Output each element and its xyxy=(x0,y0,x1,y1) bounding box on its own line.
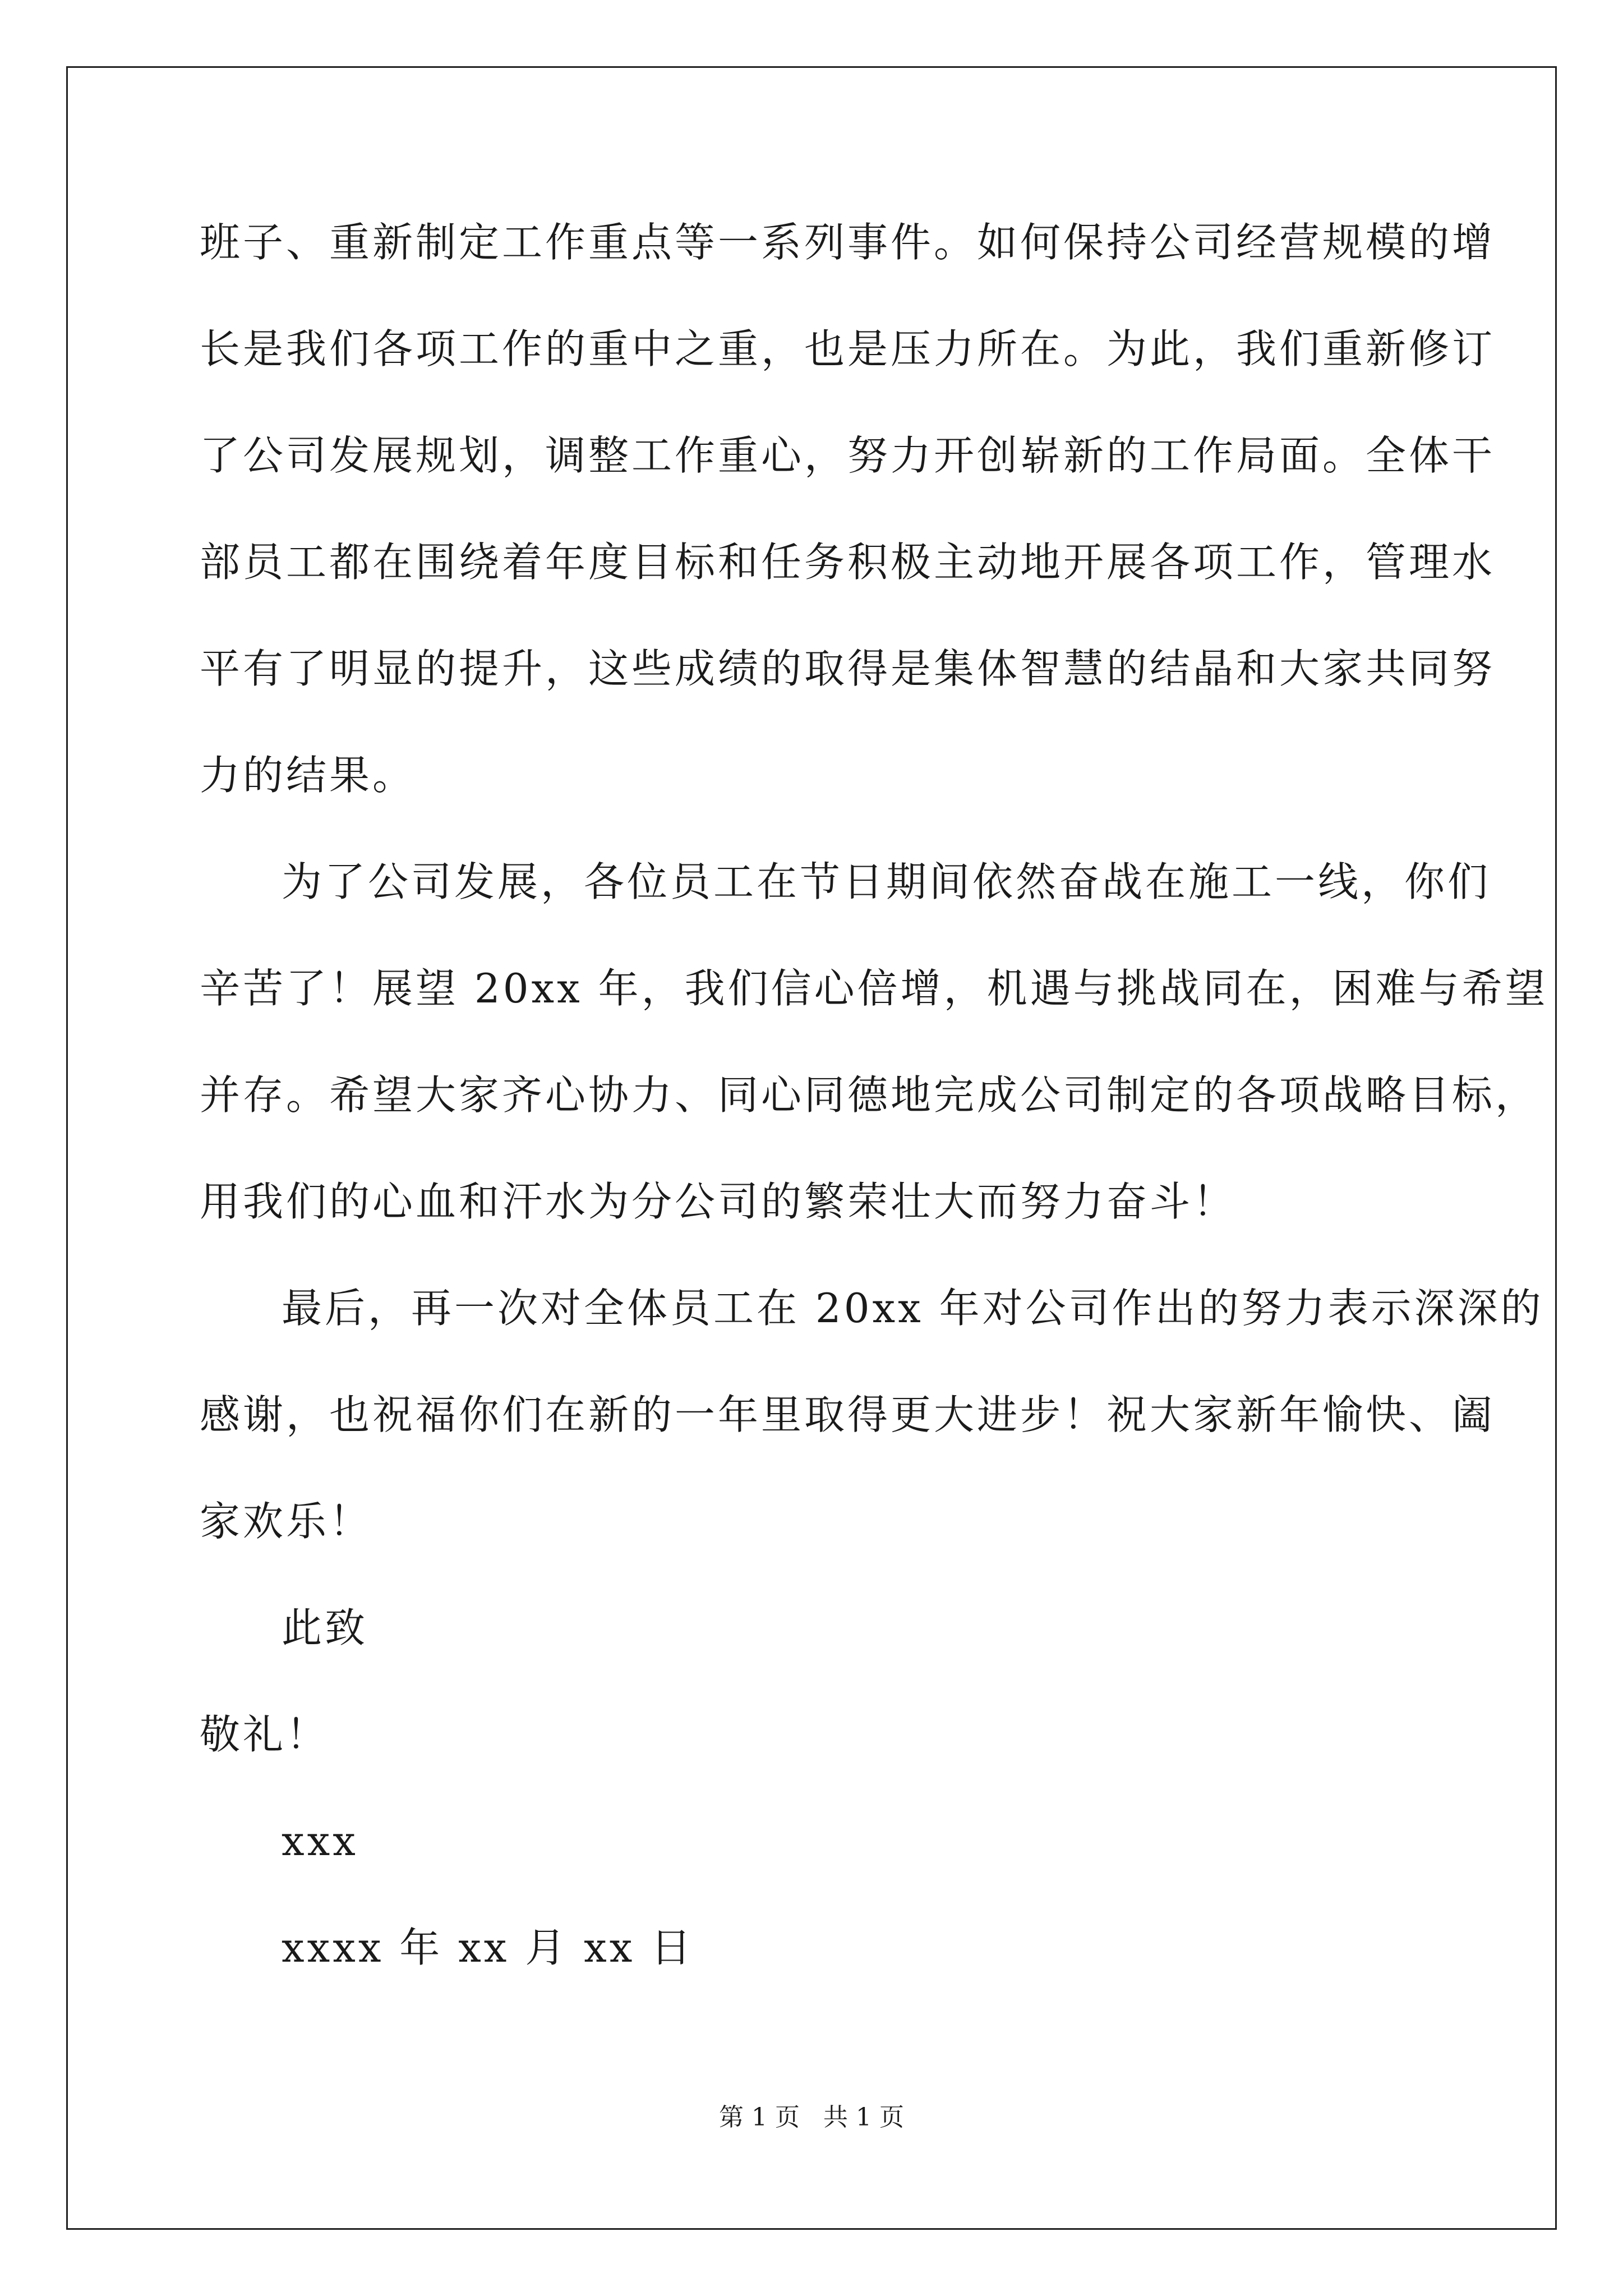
text-line: 并存。希望大家齐心协力、同心同德地完成公司制定的各项战略目标， xyxy=(200,1071,1539,1119)
page-border xyxy=(66,66,1557,2230)
text-line: 力的结果。 xyxy=(200,752,416,799)
text-line: 了公司发展规划，调整工作重心，努力开创崭新的工作局面。全体干 xyxy=(200,432,1496,479)
text-line: 最后，再一次对全体员工在 20xx 年对公司作出的努力表示深深的 xyxy=(282,1285,1544,1332)
text-line: 辛苦了！展望 20xx 年，我们信心倍增，机遇与挑战同在，困难与希望 xyxy=(200,965,1548,1012)
text-line: 为了公司发展，各位员工在节日期间依然奋战在施工一线，你们 xyxy=(282,858,1491,905)
page-footer: 第 1 页 共 1 页 xyxy=(719,2103,904,2132)
signature-name: xxx xyxy=(282,1818,358,1865)
text-line: 平有了明显的提升，这些成绩的取得是集体智慧的结晶和大家共同努 xyxy=(200,645,1496,692)
closing-salutation: 此致 xyxy=(282,1604,368,1651)
text-line: 长是我们各项工作的重中之重，也是压力所在。为此，我们重新修订 xyxy=(200,325,1496,372)
text-line: 家欢乐！ xyxy=(200,1498,373,1545)
text-line: 用我们的心血和汗水为分公司的繁荣壮大而努力奋斗！ xyxy=(200,1178,1237,1225)
text-line: 感谢，也祝福你们在新的一年里取得更大进步！祝大家新年愉快、阖 xyxy=(200,1391,1496,1438)
closing-regards: 敬礼！ xyxy=(200,1711,330,1758)
signature-date: xxxx 年 xx 月 xx 日 xyxy=(282,1924,694,1971)
text-line: 部员工都在围绕着年度目标和任务积极主动地开展各项工作，管理水 xyxy=(200,539,1496,586)
text-line: 班子、重新制定工作重点等一系列事件。如何保持公司经营规模的增 xyxy=(200,219,1496,266)
